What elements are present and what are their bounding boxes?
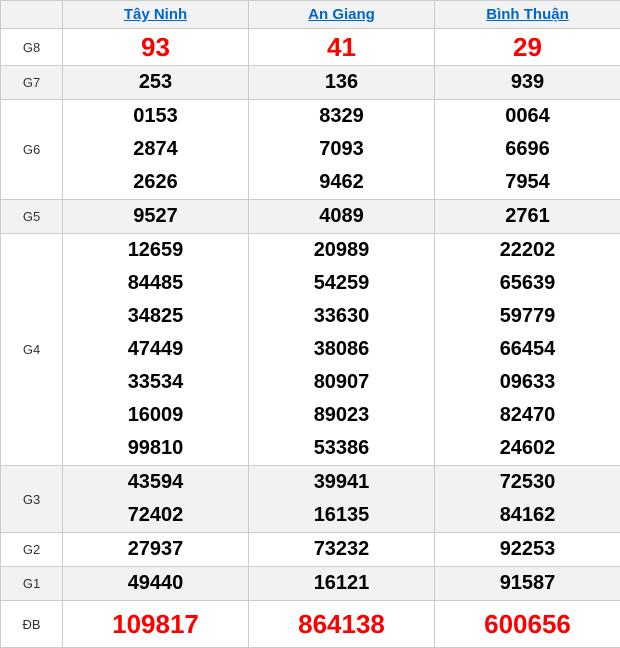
result-number: 33630: [249, 300, 434, 333]
result-number: 47449: [63, 333, 248, 366]
result-number: 33534: [63, 366, 248, 399]
result-cell: [249, 200, 435, 234]
result-number: 7093: [249, 133, 434, 166]
result-number: 54259: [249, 267, 434, 300]
prize-row-g1: [1, 567, 620, 601]
result-number: 2874: [63, 133, 248, 166]
result-number: 136: [249, 66, 434, 99]
result-number: 39941: [249, 466, 434, 499]
prize-row-g4: [1, 234, 620, 466]
result-cell: [249, 29, 435, 66]
result-cell: [435, 100, 620, 200]
result-number: 16121: [249, 567, 434, 600]
result-cell: [63, 29, 249, 66]
column-header-an-giang: [249, 1, 435, 29]
result-number: 20989: [249, 234, 434, 267]
prize-label: G6: [1, 100, 63, 200]
result-number: 99810: [63, 432, 248, 465]
result-cell: [63, 100, 249, 200]
province-link-tay-ninh[interactable]: Tây Ninh: [124, 6, 187, 23]
result-number: 09633: [435, 366, 620, 399]
header-row: [1, 1, 620, 29]
prize-label: G4: [1, 234, 63, 466]
result-number: 2761: [435, 200, 620, 233]
result-cell: [249, 66, 435, 100]
result-cell: [435, 533, 620, 567]
result-cell: [435, 29, 620, 66]
result-number: 4089: [249, 200, 434, 233]
results-body: [1, 29, 620, 648]
result-number: 253: [63, 66, 248, 99]
result-cell: [249, 601, 435, 648]
result-number: 34825: [63, 300, 248, 333]
result-number: 0064: [435, 100, 620, 133]
result-number: 8329: [249, 100, 434, 133]
result-cell: [63, 567, 249, 601]
result-number: 7954: [435, 166, 620, 199]
result-number: 0153: [63, 100, 248, 133]
result-cell: [63, 234, 249, 466]
result-number: 12659: [63, 234, 248, 267]
result-number: 9462: [249, 166, 434, 199]
prize-label: G2: [1, 533, 63, 567]
result-number: 16009: [63, 399, 248, 432]
result-cell: [435, 466, 620, 533]
province-link-binh-thuan[interactable]: Bình Thuận: [486, 6, 569, 23]
result-number: 22202: [435, 234, 620, 267]
result-cell: [435, 601, 620, 648]
prize-label: G5: [1, 200, 63, 234]
result-cell: [435, 234, 620, 466]
result-number: 93: [63, 29, 248, 65]
result-number: 59779: [435, 300, 620, 333]
prize-row-g5: [1, 200, 620, 234]
result-number: 43594: [63, 466, 248, 499]
result-number: 72530: [435, 466, 620, 499]
result-cell: [63, 200, 249, 234]
prize-label: G7: [1, 66, 63, 100]
result-cell: [435, 66, 620, 100]
result-number: 73232: [249, 533, 434, 566]
prize-row-đb: [1, 601, 620, 648]
result-number: 49440: [63, 567, 248, 600]
prize-label: ĐB: [1, 601, 63, 648]
result-number: 939: [435, 66, 620, 99]
result-number: 9527: [63, 200, 248, 233]
result-cell: [63, 601, 249, 648]
result-cell: [435, 200, 620, 234]
result-cell: [63, 66, 249, 100]
column-header-tay-ninh: [63, 1, 249, 29]
result-number: 65639: [435, 267, 620, 300]
result-number: 864138: [249, 601, 434, 647]
result-number: 41: [249, 29, 434, 65]
result-cell: [249, 466, 435, 533]
prize-row-g3: [1, 466, 620, 533]
prize-label: G1: [1, 567, 63, 601]
result-cell: [249, 100, 435, 200]
corner-cell: [1, 1, 63, 29]
result-cell: [63, 533, 249, 567]
result-number: 6696: [435, 133, 620, 166]
result-cell: [249, 567, 435, 601]
result-cell: [63, 466, 249, 533]
result-cell: [249, 533, 435, 567]
result-number: 29: [435, 29, 620, 65]
result-number: 2626: [63, 166, 248, 199]
result-number: 38086: [249, 333, 434, 366]
result-number: 600656: [435, 601, 620, 647]
result-number: 84162: [435, 499, 620, 532]
province-link-an-giang[interactable]: An Giang: [308, 6, 375, 23]
column-header-binh-thuan: [435, 1, 620, 29]
result-number: 84485: [63, 267, 248, 300]
result-number: 109817: [63, 601, 248, 647]
result-number: 16135: [249, 499, 434, 532]
prize-label: G8: [1, 29, 63, 66]
prize-row-g7: [1, 66, 620, 100]
result-number: 66454: [435, 333, 620, 366]
prize-row-g6: [1, 100, 620, 200]
result-number: 27937: [63, 533, 248, 566]
prize-row-g8: [1, 29, 620, 66]
prize-row-g2: [1, 533, 620, 567]
result-cell: [435, 567, 620, 601]
result-number: 80907: [249, 366, 434, 399]
result-number: 72402: [63, 499, 248, 532]
result-number: 92253: [435, 533, 620, 566]
result-number: 24602: [435, 432, 620, 465]
result-number: 89023: [249, 399, 434, 432]
result-number: 82470: [435, 399, 620, 432]
prize-label: G3: [1, 466, 63, 533]
result-number: 53386: [249, 432, 434, 465]
result-cell: [249, 234, 435, 466]
result-number: 91587: [435, 567, 620, 600]
